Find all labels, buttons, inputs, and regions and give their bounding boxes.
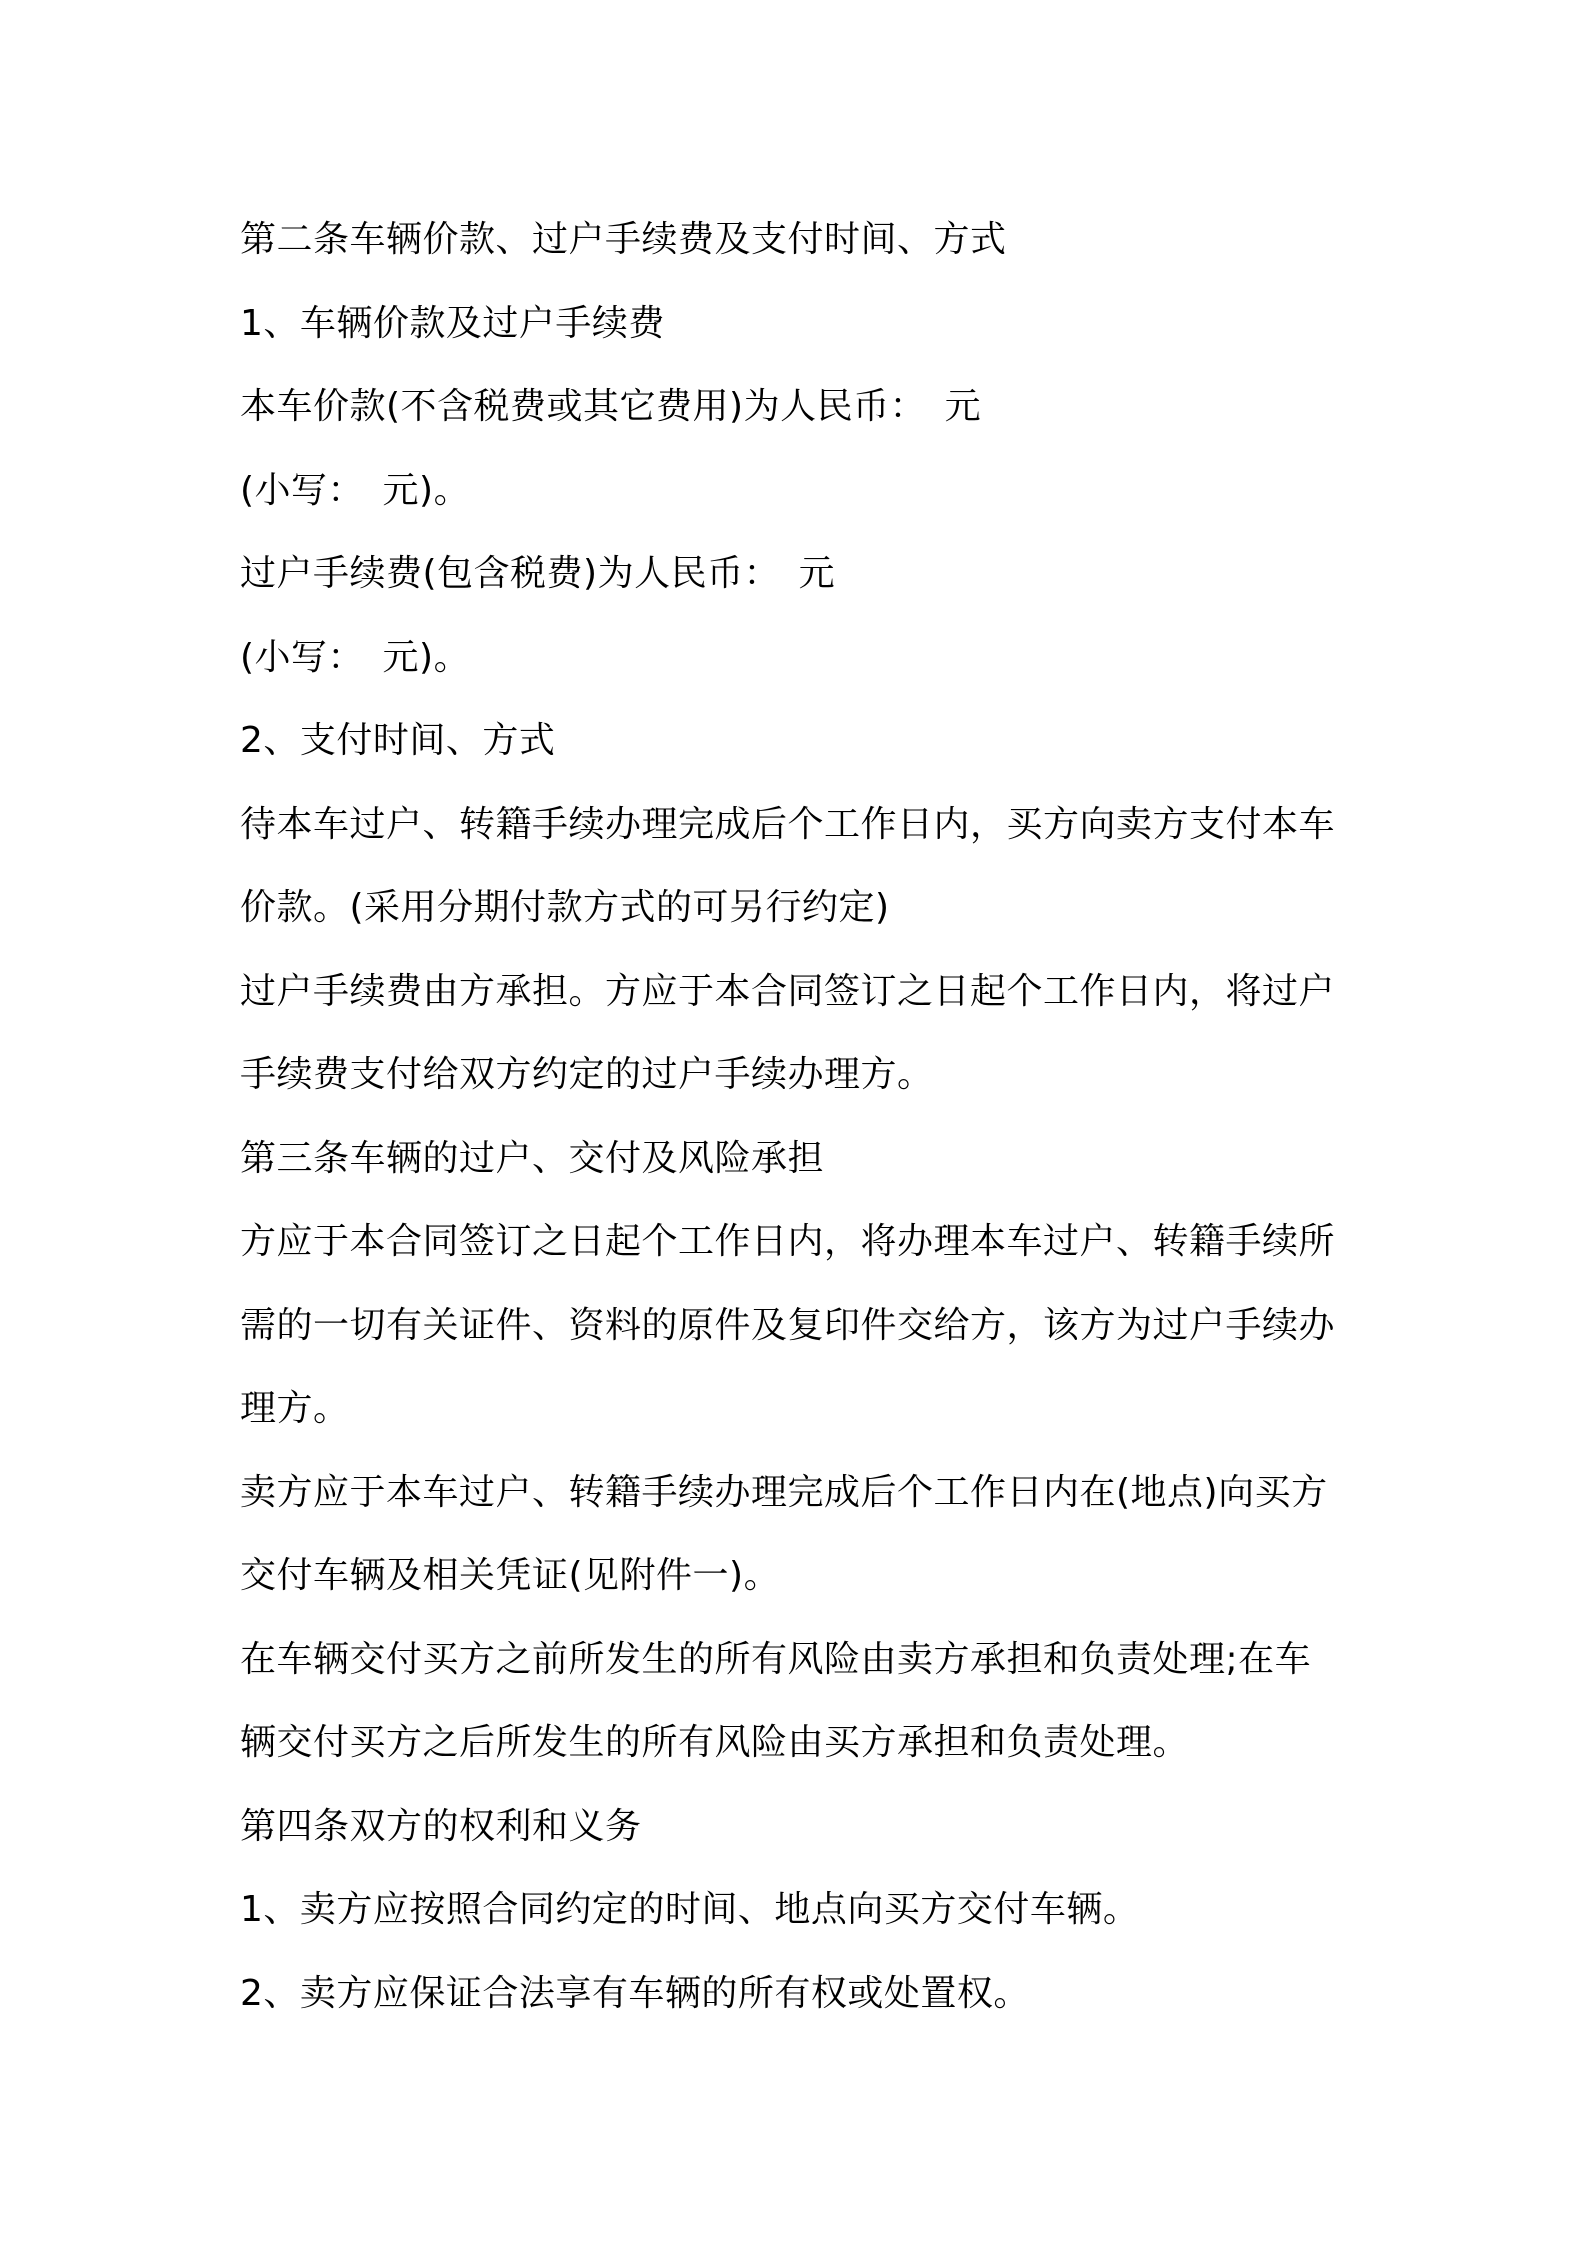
obligation-item-2: 2、卖方应保证合法享有车辆的所有权或处置权。	[240, 1972, 1030, 2014]
vehicle-price-figures-line: (小写： 元)。	[240, 469, 471, 511]
document-body	[240, 198, 1360, 2035]
paragraph-line: 辆交付买方之后所发生的所有风险由买方承担和负责处理。	[240, 1722, 1190, 1763]
obligation-item-1: 1、卖方应按照合同约定的时间、地点向买方交付车辆。	[240, 1889, 1140, 1930]
paragraph-line: 待本车过户、转籍手续办理完成后个工作日内，买方向卖方支付本车	[240, 803, 1336, 845]
paragraph-line: 卖方应于本车过户、转籍手续办理完成后个工作日内在(地点)向买方	[240, 1471, 1328, 1513]
vehicle-price-line: 本车价款(不含税费或其它费用)为人民币： 元	[240, 386, 982, 427]
article-2-heading: 第二条车辆价款、过户手续费及支付时间、方式	[240, 219, 1007, 260]
article-4-heading: 第四条双方的权利和义务	[240, 1805, 642, 1847]
paragraph-line: 需的一切有关证件、资料的原件及复印件交给方，该方为过户手续办	[240, 1304, 1336, 1346]
article-3-heading: 第三条车辆的过户、交付及风险承担	[240, 1137, 825, 1179]
clause-heading-price-and-fee: 1、车辆价款及过户手续费	[240, 302, 665, 344]
paragraph-line: 手续费支付给双方约定的过户手续办理方。	[240, 1054, 934, 1095]
transfer-fee-line: 过户手续费(包含税费)为人民币： 元	[240, 553, 836, 594]
transfer-fee-figures-line: (小写： 元)。	[240, 636, 471, 678]
clause-heading-payment: 2、支付时间、方式	[240, 720, 556, 761]
paragraph-line: 在车辆交付买方之前所发生的所有风险由卖方承担和负责处理;在车	[240, 1638, 1312, 1680]
paragraph-line: 方应于本合同签订之日起个工作日内，将办理本车过户、转籍手续所	[240, 1221, 1336, 1262]
paragraph-line: 价款。(采用分期付款方式的可另行约定)	[240, 887, 890, 928]
paragraph-line: 交付车辆及相关凭证(见附件一)。	[240, 1555, 781, 1596]
paragraph-line: 过户手续费由方承担。方应于本合同签订之日起个工作日内，将过户	[240, 970, 1336, 1012]
paragraph-line: 理方。	[240, 1388, 350, 1429]
